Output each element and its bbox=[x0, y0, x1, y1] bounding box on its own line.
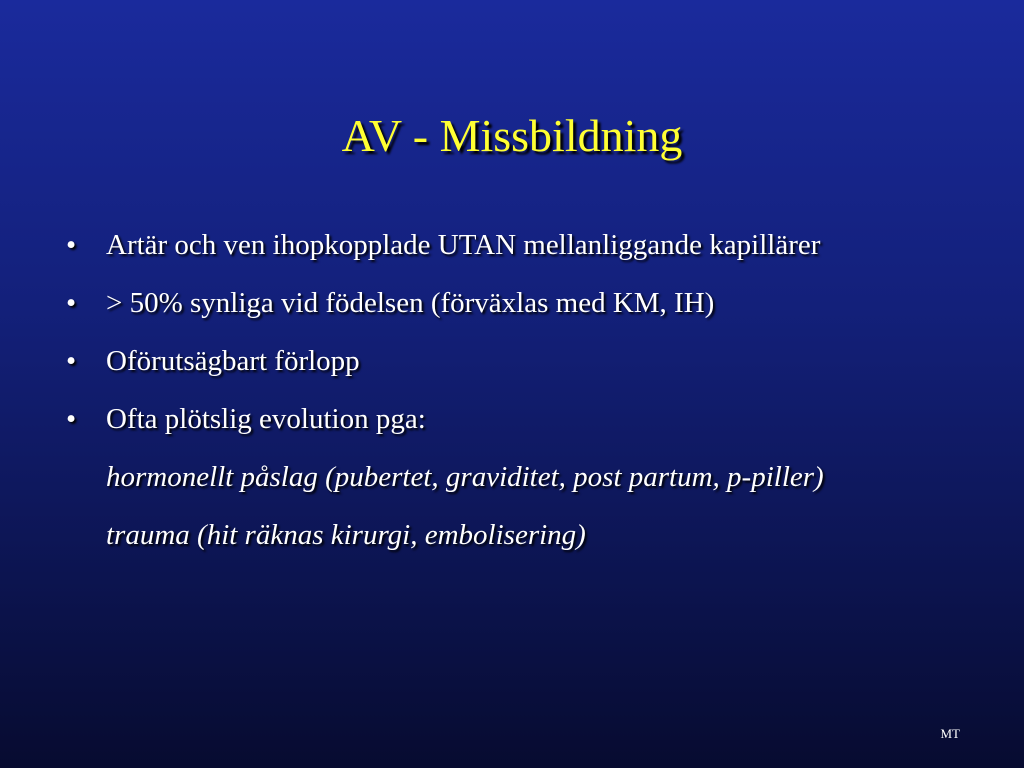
bullet-marker: • bbox=[66, 229, 77, 261]
bullet-marker: • bbox=[66, 287, 77, 319]
sub-line: trauma (hit räknas kirurgi, embolisering) bbox=[106, 519, 586, 551]
footer-label: MT bbox=[940, 726, 960, 741]
bullet-marker: • bbox=[66, 403, 77, 435]
sub-line: hormonellt påslag (pubertet, graviditet, post partum, p-piller) bbox=[106, 461, 824, 493]
bullet-item bbox=[66, 222, 986, 280]
bullet-text: Ofta plötslig evolution pga: bbox=[106, 403, 426, 435]
bullet-list bbox=[66, 222, 986, 570]
bullet-text: > 50% synliga vid födelsen (förväxlas med KM, IH) bbox=[106, 287, 715, 319]
bullet-item bbox=[66, 280, 986, 338]
bullet-item bbox=[66, 396, 986, 454]
slide-title: AV - Missbildning bbox=[341, 110, 683, 161]
bullet-item bbox=[66, 338, 986, 396]
bullet-marker: • bbox=[66, 345, 77, 377]
bullet-text: Artär och ven ihopkopplade UTAN mellanliggande kapillärer bbox=[106, 229, 821, 261]
bullet-text: Oförutsägbart förlopp bbox=[106, 345, 360, 377]
